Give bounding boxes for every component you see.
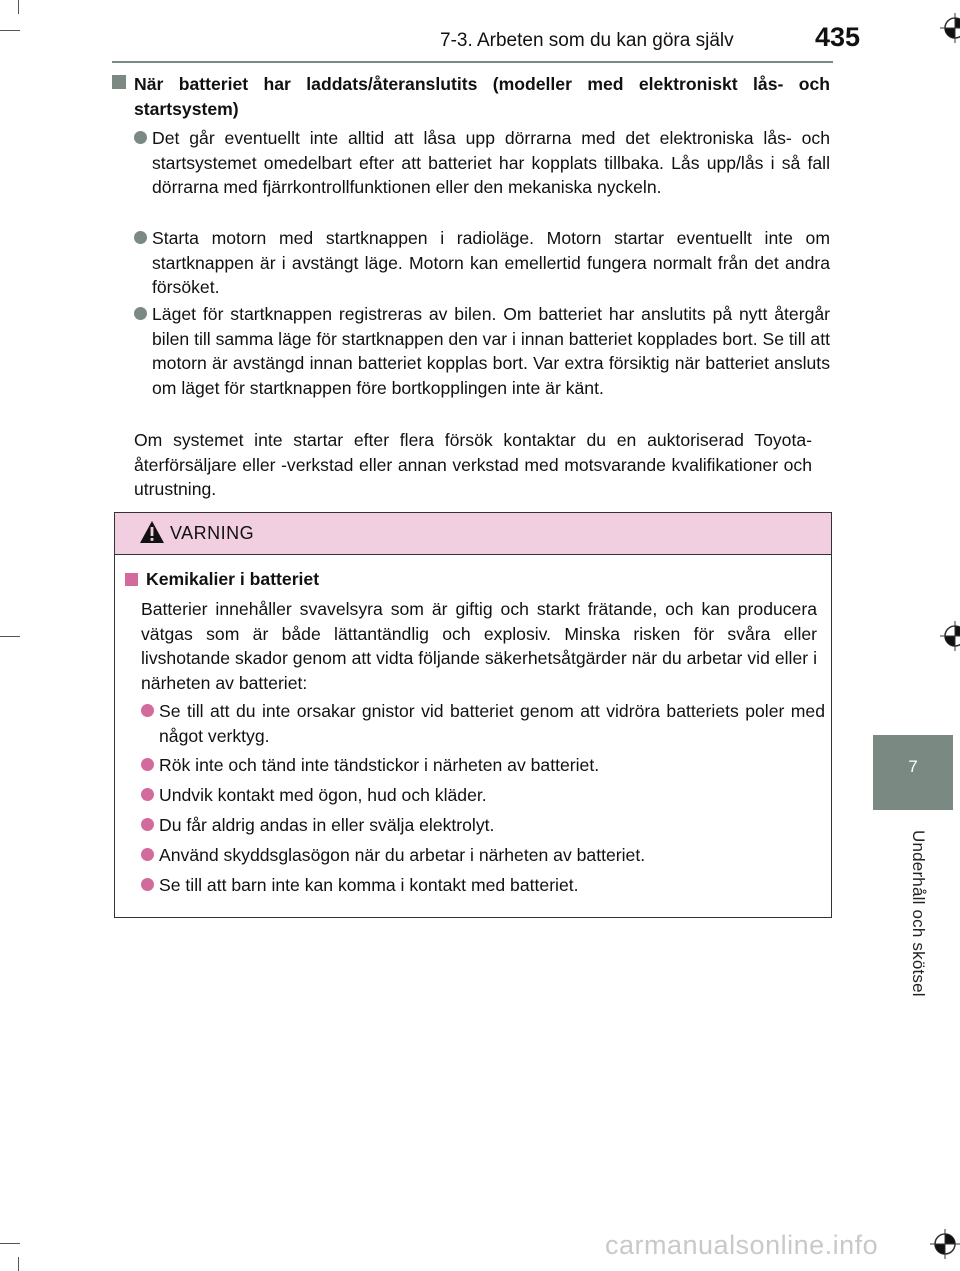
list-item-text: Du får aldrig andas in eller svälja elektrolyt. xyxy=(159,815,495,835)
section-heading-text: När batteriet har laddats/återanslutits (modeller med elektroniskt lås- och startsystem) xyxy=(134,74,830,119)
list-item-text: Undvik kontakt med ögon, hud och kläder. xyxy=(159,785,487,805)
registration-mark-icon xyxy=(940,621,960,651)
circle-bullet-icon xyxy=(134,231,147,244)
warning-box xyxy=(114,512,832,918)
warning-header xyxy=(115,513,831,555)
warning-list-item xyxy=(141,699,825,748)
crop-mark xyxy=(0,30,20,31)
warning-paragraph: Batterier innehåller svavelsyra som är giftig och starkt frätande, och kan producera vätgas som är både lättantändlig och explosiv. Minska risken för svåra eller livshotande skador genom att vidta följande säkerhetsåtgärder när du arbetar vid eller i närheten av batteriet: xyxy=(141,599,817,693)
list-item xyxy=(134,226,830,300)
list-item-text: Använd skyddsglasögon när du arbetar i närheten av batteriet. xyxy=(159,845,646,865)
list-item xyxy=(134,126,830,200)
warning-list-item xyxy=(141,843,825,868)
circle-bullet-icon xyxy=(141,788,154,801)
warning-list-item xyxy=(141,783,825,808)
closing-paragraph: Om systemet inte startar efter flera försök kontaktar du en auktoriserad Toyota-återförsäljare eller -verkstad eller annan verkstad med motsvarande kvalifikationer och utrustning. xyxy=(134,430,812,499)
header-divider xyxy=(112,61,833,63)
circle-bullet-icon xyxy=(134,307,147,320)
list-item-text: Läget för startknappen registreras av bilen. Om batteriet har anslutits på nytt återgår bilen till samma läge för startknappen den var i innan batteriet kopplades bort. Se till att motorn är avstängd innan batteriet kopplas bort. Var extra försiktig när batteriet ansluts om läget för startknappen före bortkopplingen inte är känt. xyxy=(152,304,830,398)
square-bullet-icon xyxy=(125,573,138,586)
list-item-text: Det går eventuellt inte alltid att låsa upp dörrarna med det elektroniska lås- och startsystemet omedelbart efter att batteriet har kopplats tillbaka. Lås upp/lås i så fall dörrarna med fjärrkontrollfunktionen eller den mekaniska nyckeln. xyxy=(152,128,830,197)
list-item-text: Starta motorn med startknappen i radioläge. Motorn startar eventuellt inte om startknappen är i avstängt läge. Motorn kan emellertid fungera normalt från det andra försöket. xyxy=(152,228,830,297)
crop-mark xyxy=(0,636,20,637)
page-number: 435 xyxy=(815,22,861,52)
warning-list-item xyxy=(141,873,825,898)
section-heading xyxy=(112,72,830,121)
circle-bullet-icon xyxy=(141,758,154,771)
crop-mark xyxy=(0,1243,20,1244)
circle-bullet-icon xyxy=(141,704,154,717)
warning-list-item xyxy=(141,813,825,838)
circle-bullet-icon xyxy=(134,131,147,144)
section-title: 7-3. Arbeten som du kan göra själv xyxy=(440,30,734,51)
square-bullet-icon xyxy=(112,75,126,89)
registration-mark-icon xyxy=(930,1229,960,1259)
warning-subheading-text: Kemikalier i batteriet xyxy=(146,569,320,589)
list-item-text: Rök inte och tänd inte tändstickor i närheten av batteriet. xyxy=(159,755,600,775)
list-item-text: Se till att du inte orsakar gnistor vid batteriet genom att vidröra batteriets poler med något verktyg. xyxy=(159,701,825,746)
crop-mark xyxy=(18,1257,19,1271)
warning-list-item xyxy=(141,753,825,778)
list-item-text: Se till att barn inte kan komma i kontakt med batteriet. xyxy=(159,875,579,895)
circle-bullet-icon xyxy=(141,818,154,831)
warning-triangle-icon xyxy=(139,520,165,544)
chapter-number: 7 xyxy=(908,757,918,776)
crop-mark xyxy=(18,0,19,14)
chapter-title: Underhåll och skötsel xyxy=(909,830,928,997)
list-item xyxy=(134,302,830,400)
circle-bullet-icon xyxy=(141,878,154,891)
warning-label: VARNING xyxy=(170,523,255,543)
chapter-tab xyxy=(873,735,953,810)
warning-subheading xyxy=(125,569,319,590)
watermark: carmanualsonline.info xyxy=(605,1230,879,1260)
registration-mark-icon xyxy=(940,13,960,43)
circle-bullet-icon xyxy=(141,848,154,861)
